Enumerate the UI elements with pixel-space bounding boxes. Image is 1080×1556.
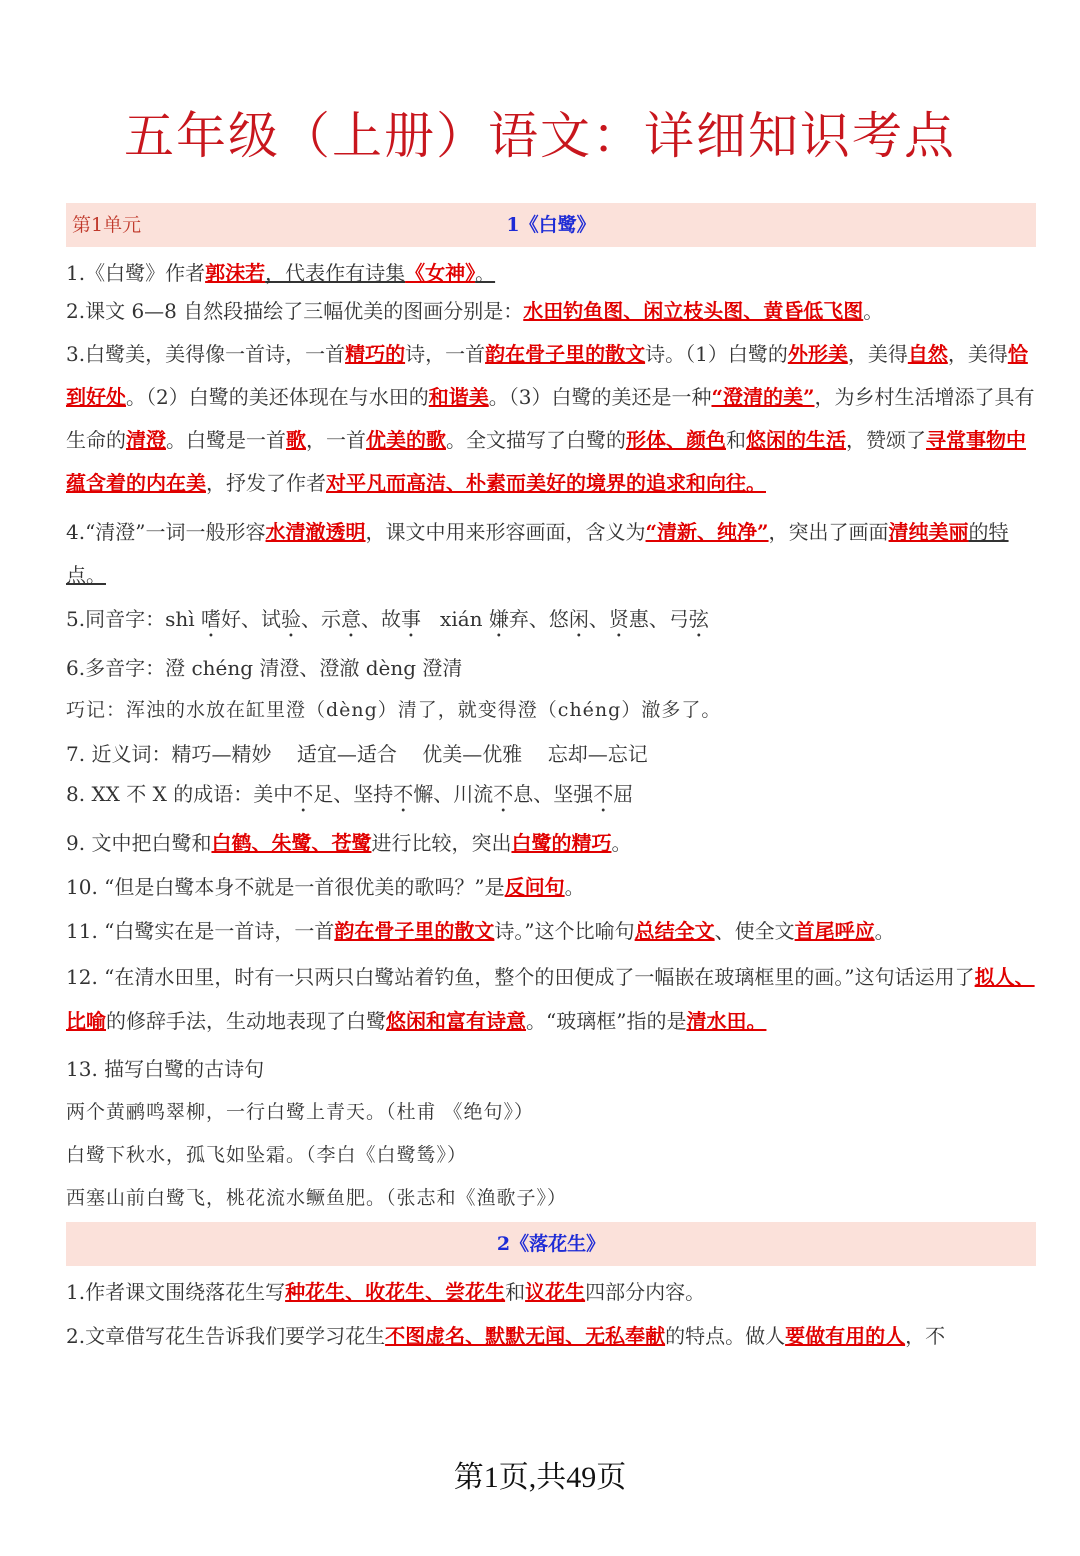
text: 。	[874, 919, 895, 943]
text: 8. XX 不 X 的成语：美中	[66, 782, 294, 806]
answer: 不图虚名、默默无闻、无私奉献	[385, 1324, 666, 1348]
text: 惠、弓	[628, 607, 689, 631]
text: ，不	[905, 1324, 946, 1348]
point-12	[66, 955, 1036, 1043]
point-2	[66, 1314, 1036, 1358]
text: ，美得	[847, 342, 908, 366]
answer: 郭沫若	[205, 261, 266, 285]
answer: 水田钓鱼图、闲立枝头图、黄昏低飞图	[523, 299, 864, 323]
text: 屈	[613, 782, 634, 806]
text: 懈、川流	[413, 782, 494, 806]
point-6: 6.多音字：澄 chéng 清澄、澄澈 dèng 澄清	[66, 656, 463, 680]
text: 不	[393, 782, 414, 806]
text: 验	[280, 607, 301, 631]
poem-line: 白鹭下秋水，孤飞如坠霜。（李白《白鹭鸶》）	[66, 1144, 468, 1166]
text: ，一首	[306, 428, 366, 452]
point-10	[66, 867, 1036, 907]
answer: 反问句	[504, 875, 565, 899]
text: 诗。（1）白鹭的	[645, 342, 788, 366]
text: 不	[293, 782, 314, 806]
answer: 水清澈透明	[265, 520, 366, 544]
text: 。“玻璃框”指的是	[526, 1009, 687, 1033]
answer: 韵在骨子里的散文	[334, 919, 495, 943]
answer: 悠闲和富有诗意	[386, 1009, 526, 1033]
answer: 和谐美	[428, 385, 489, 409]
text: 。（3）白鹭的美还是一种	[488, 385, 712, 409]
point-3	[66, 333, 1036, 505]
answer: 白鹭的精巧	[511, 831, 612, 855]
text: 四部分内容。	[585, 1280, 706, 1304]
text: 的特点。做人	[665, 1324, 786, 1348]
answer: 外形美	[787, 342, 848, 366]
text: 。	[475, 261, 496, 285]
answer: “澄清的美”	[711, 385, 815, 409]
answer: 《女神》	[405, 261, 476, 285]
answer: 总结全文	[634, 919, 715, 943]
answer: 恰到好处	[66, 342, 1028, 409]
text: 嫌	[488, 607, 509, 631]
text: 。（2）白鹭的美还体现在与水田的	[126, 385, 429, 409]
point-11	[66, 911, 1036, 951]
text: 的修辞手法，生动地表现了白鹭	[106, 1009, 386, 1033]
answer: 自然	[907, 342, 948, 366]
document-title: 五年级（上册）语文：详细知识考点	[124, 107, 956, 165]
text: ，为乡村生活增添了具有生命的	[66, 385, 1035, 452]
answer: 韵在骨子里的散文	[485, 342, 646, 366]
answer: 对平凡而高洁、朴素而美好的境界的追求和向往。	[326, 471, 766, 495]
point-1	[66, 257, 1036, 289]
text: 5.同音字：shì	[66, 607, 201, 631]
text: 。全文描写了白鹭的	[446, 428, 626, 452]
poem-line: 西塞山前白鹭飞，桃花流水鳜鱼肥。（张志和《渔歌子》）	[66, 1187, 568, 1209]
text: 。	[611, 831, 632, 855]
answer: 拟人、比喻	[66, 965, 1035, 1033]
text: ，抒发了作者	[206, 471, 326, 495]
text: 4.“清澄”一词一般形容	[66, 520, 266, 544]
answer: 悠闲的生活	[746, 428, 846, 452]
text: 的特点。	[66, 520, 1009, 587]
text: 弦	[688, 607, 709, 631]
unit-label: 第1单元	[72, 214, 142, 236]
answer: 优美的歌	[366, 428, 446, 452]
answer: 寻常事物中蕴含着的内在美	[66, 428, 1026, 495]
lesson-title: 2《落花生》	[496, 1233, 606, 1255]
answer: 清澄	[126, 428, 166, 452]
text: 9. 文中把白鹭和	[66, 831, 212, 855]
point-13: 13. 描写白鹭的古诗句	[66, 1057, 265, 1081]
text: 诗，一首	[405, 342, 486, 366]
point-5	[66, 599, 1036, 642]
answer: 精巧的	[345, 342, 406, 366]
text: 2.课文 6—8 自然段描绘了三幅优美的图画分别是：	[66, 299, 524, 323]
answer: 种花生、收花生、尝花生	[285, 1280, 506, 1304]
answer: 首尾呼应	[794, 919, 875, 943]
point-4	[66, 511, 1036, 597]
text: 。	[564, 875, 585, 899]
text: 、	[588, 607, 609, 631]
text: 、示	[300, 607, 341, 631]
answer: 议花生	[525, 1280, 586, 1304]
text: 不	[593, 782, 614, 806]
text: 、使全文	[714, 919, 795, 943]
answer: 白鹤、朱鹭、苍鹭	[211, 831, 372, 855]
point-7: 7. 近义词：精巧—精妙 适宜—适合 优美—优雅 忘却—忘记	[66, 742, 648, 766]
text: 1.作者课文围绕落花生写	[66, 1280, 286, 1304]
text: 1.《白鹭》作者	[66, 261, 206, 285]
poem-line: 两个黄鹂鸣翠柳，一行白鹭上青天。（杜甫 《绝句》）	[66, 1101, 535, 1123]
section-header-lesson-1	[66, 203, 1036, 247]
answer: 清纯美丽	[888, 520, 969, 544]
text: 足、坚持	[313, 782, 394, 806]
point-8	[66, 774, 1036, 817]
mnemonic: 巧记：浑浊的水放在缸里澄（dèng）清了，就变得澄（chéng）澈多了。	[66, 699, 722, 721]
text: ，突出了画面	[768, 520, 889, 544]
text: 诗。”这个比喻句	[494, 919, 635, 943]
text: 、故	[360, 607, 401, 631]
text: ，赞颂了	[846, 428, 926, 452]
point-2	[66, 295, 1036, 327]
text: 嗜	[200, 607, 221, 631]
text: 12. “在清水田里，时有一只两只白鹭站着钓鱼，整个的田便成了一幅嵌在玻璃框里的画。”这句话运用了	[66, 965, 975, 989]
section-header-lesson-2	[66, 1222, 1036, 1266]
text: 和	[505, 1280, 526, 1304]
text: 10. “但是白鹭本身不就是一首很优美的歌吗？”是	[66, 875, 505, 899]
text: 事	[400, 607, 421, 631]
answer: “清新、纯净”	[645, 520, 769, 544]
text: 息、坚强	[513, 782, 594, 806]
text: 不	[493, 782, 514, 806]
text: 贤	[608, 607, 629, 631]
text: 。	[863, 299, 884, 323]
text: 2.文章借写花生告诉我们要学习花生	[66, 1324, 386, 1348]
answer: 形体、颜色	[626, 428, 726, 452]
text: 进行比较，突出	[371, 831, 512, 855]
document-content	[66, 203, 1036, 1358]
text: xián	[420, 607, 489, 631]
text: 11. “白鹭实在是一首诗，一首	[66, 919, 335, 943]
page-footer: 第1页,共49页	[453, 1461, 627, 1494]
answer: 清水田。	[686, 1009, 767, 1033]
text: 。白鹭是一首	[166, 428, 286, 452]
answer: 歌	[286, 428, 306, 452]
text: ，课文中用来形容画面，含义为	[365, 520, 646, 544]
text: ，美得	[947, 342, 1008, 366]
text: 弃、悠	[508, 607, 569, 631]
answer: 要做有用的人	[785, 1324, 906, 1348]
point-1	[66, 1270, 1036, 1314]
text: 3.白鹭美，美得像一首诗，一首	[66, 342, 346, 366]
point-9	[66, 823, 1036, 863]
text: ，代表作有诗集	[265, 261, 406, 285]
text: 意	[340, 607, 361, 631]
lesson-title: 1《白鹭》	[506, 214, 596, 236]
text: 和	[726, 428, 746, 452]
text: 闲	[568, 607, 589, 631]
text: 好、试	[220, 607, 281, 631]
